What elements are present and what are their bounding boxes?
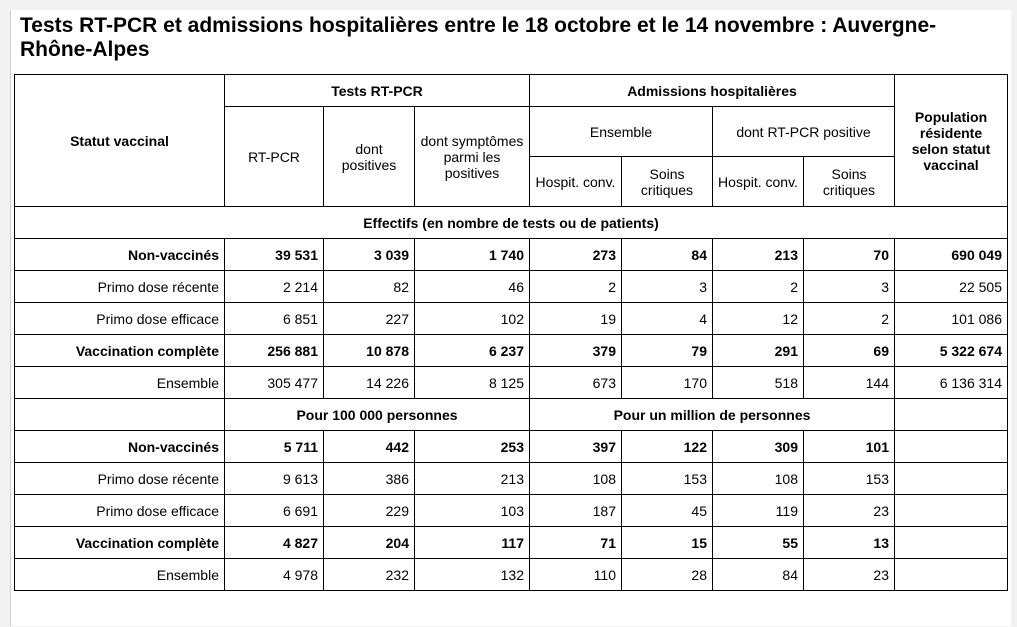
table-cell: 213	[415, 463, 530, 495]
table-cell: 397	[530, 431, 622, 463]
header-dont-rtpcr-positive: dont RT-PCR positive	[713, 107, 895, 157]
header-soins-critiques: Soins critiques	[804, 157, 895, 207]
table-cell: 213	[713, 239, 804, 271]
table-cell	[895, 495, 1008, 527]
table-cell: 4 978	[225, 559, 324, 591]
table-cell	[895, 463, 1008, 495]
table-row	[15, 495, 1008, 527]
header-hospit-conv: Hospit. conv.	[713, 157, 804, 207]
header-dont-symptomes: dont symptômes parmi les positives	[415, 107, 530, 207]
table-row	[15, 303, 1008, 335]
table-cell: 108	[713, 463, 804, 495]
table-cell: 170	[622, 367, 713, 399]
table-cell: 8 125	[415, 367, 530, 399]
table-cell: 110	[530, 559, 622, 591]
table-cell: 273	[530, 239, 622, 271]
table-cell: 153	[804, 463, 895, 495]
table-cell: 12	[713, 303, 804, 335]
table-cell: 690 049	[895, 239, 1008, 271]
table-cell: 10 878	[324, 335, 415, 367]
header-population: Population résidente selon statut vaccinal	[895, 75, 1008, 207]
table-cell: 122	[622, 431, 713, 463]
table-cell: 2	[530, 271, 622, 303]
table-cell: 119	[713, 495, 804, 527]
table-cell: 84	[622, 239, 713, 271]
header-tests-group: Tests RT-PCR	[225, 75, 530, 107]
table-cell: 102	[415, 303, 530, 335]
table-cell: 108	[530, 463, 622, 495]
section-per-100k: Pour 100 000 personnes	[225, 399, 530, 431]
table-row	[15, 271, 1008, 303]
table-cell: 3	[622, 271, 713, 303]
table-cell: 309	[713, 431, 804, 463]
header-soins-critiques: Soins critiques	[622, 157, 713, 207]
table-cell: 2 214	[225, 271, 324, 303]
table-cell: 5 711	[225, 431, 324, 463]
table-cell: 2	[713, 271, 804, 303]
table-cell: 79	[622, 335, 713, 367]
table-row	[15, 431, 1008, 463]
table-cell: 379	[530, 335, 622, 367]
table-cell: 187	[530, 495, 622, 527]
table-row	[15, 239, 1008, 271]
table-row	[15, 559, 1008, 591]
section-per-million: Pour un million de personnes	[530, 399, 895, 431]
table-row	[15, 463, 1008, 495]
header-statut: Statut vaccinal	[15, 75, 225, 207]
row-label: Non-vaccinés	[15, 431, 225, 463]
table-cell: 82	[324, 271, 415, 303]
table-cell: 144	[804, 367, 895, 399]
header-hospit-conv: Hospit. conv.	[530, 157, 622, 207]
table-cell: 6 136 314	[895, 367, 1008, 399]
table-row	[15, 335, 1008, 367]
section-effectifs: Effectifs (en nombre de tests ou de patients)	[15, 207, 1008, 239]
table-cell: 117	[415, 527, 530, 559]
table-cell: 101	[804, 431, 895, 463]
table-cell: 84	[713, 559, 804, 591]
header-ensemble: Ensemble	[530, 107, 713, 157]
row-label: Primo dose efficace	[15, 303, 225, 335]
table-cell: 6 691	[225, 495, 324, 527]
table-cell: 22 505	[895, 271, 1008, 303]
table-row	[15, 367, 1008, 399]
table-cell	[895, 559, 1008, 591]
table-cell: 204	[324, 527, 415, 559]
row-label: Non-vaccinés	[15, 239, 225, 271]
page-title: Tests RT-PCR et admissions hospitalières entre le 18 octobre et le 14 novembre : Auvergne-Rhône-Alpes	[20, 14, 937, 61]
table-cell: 13	[804, 527, 895, 559]
table-cell: 153	[622, 463, 713, 495]
table-cell: 132	[415, 559, 530, 591]
row-label: Vaccination complète	[15, 335, 225, 367]
table-cell: 71	[530, 527, 622, 559]
table-cell: 673	[530, 367, 622, 399]
table-cell: 229	[324, 495, 415, 527]
table-cell: 6 237	[415, 335, 530, 367]
table-cell: 1 740	[415, 239, 530, 271]
table-cell: 23	[804, 495, 895, 527]
table-cell: 291	[713, 335, 804, 367]
table-cell: 69	[804, 335, 895, 367]
table-cell: 3	[804, 271, 895, 303]
table-cell: 19	[530, 303, 622, 335]
row-label: Primo dose récente	[15, 271, 225, 303]
table-cell: 386	[324, 463, 415, 495]
row-label: Ensemble	[15, 367, 225, 399]
table-cell	[895, 431, 1008, 463]
table-cell	[895, 527, 1008, 559]
table-cell: 23	[804, 559, 895, 591]
table-cell: 70	[804, 239, 895, 271]
row-label: Vaccination complète	[15, 527, 225, 559]
table-cell: 232	[324, 559, 415, 591]
table-cell: 227	[324, 303, 415, 335]
row-label: Primo dose efficace	[15, 495, 225, 527]
table-row	[15, 527, 1008, 559]
table-cell: 28	[622, 559, 713, 591]
table-cell: 305 477	[225, 367, 324, 399]
data-table	[14, 74, 1008, 591]
header-adm-group: Admissions hospitalières	[530, 75, 895, 107]
header-rtpcr: RT-PCR	[225, 107, 324, 207]
table-cell: 4 827	[225, 527, 324, 559]
table-cell: 39 531	[225, 239, 324, 271]
table-cell: 518	[713, 367, 804, 399]
table-cell: 6 851	[225, 303, 324, 335]
row-label: Ensemble	[15, 559, 225, 591]
table-cell: 442	[324, 431, 415, 463]
header-dont-positives: dont positives	[324, 107, 415, 207]
table-cell: 46	[415, 271, 530, 303]
table-cell: 15	[622, 527, 713, 559]
table-cell: 2	[804, 303, 895, 335]
table-cell: 256 881	[225, 335, 324, 367]
empty-cell	[15, 399, 225, 431]
table-cell: 9 613	[225, 463, 324, 495]
table-cell: 103	[415, 495, 530, 527]
row-label: Primo dose récente	[15, 463, 225, 495]
table-cell: 14 226	[324, 367, 415, 399]
empty-cell	[895, 399, 1008, 431]
table-cell: 55	[713, 527, 804, 559]
table-cell: 253	[415, 431, 530, 463]
table-cell: 3 039	[324, 239, 415, 271]
table-cell: 101 086	[895, 303, 1008, 335]
table-cell: 4	[622, 303, 713, 335]
table-cell: 5 322 674	[895, 335, 1008, 367]
table-cell: 45	[622, 495, 713, 527]
